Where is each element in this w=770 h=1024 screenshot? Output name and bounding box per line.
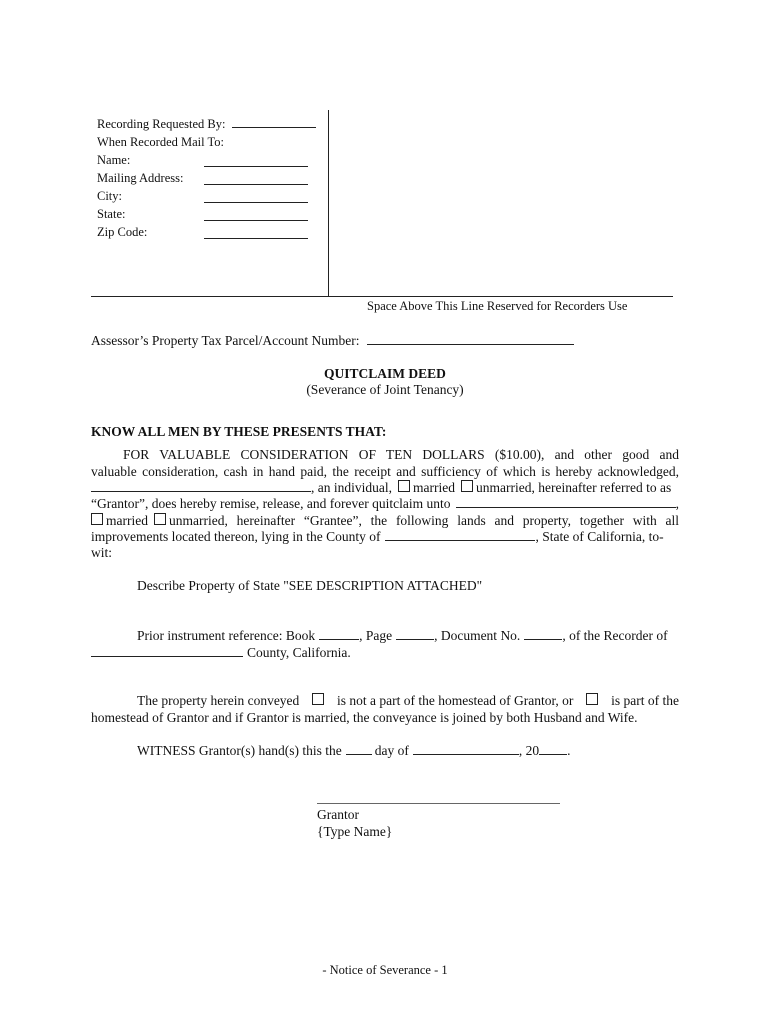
reserved-note: Space Above This Line Reserved for Recorders Use <box>367 299 628 313</box>
witness-month-blank[interactable] <box>413 742 519 755</box>
recorders-use-line <box>91 296 673 297</box>
period-text: . <box>567 743 571 758</box>
county-blank[interactable] <box>385 528 535 541</box>
witness-line <box>137 742 570 759</box>
not-homestead-checkbox[interactable] <box>312 693 324 705</box>
signature-line[interactable] <box>317 803 560 804</box>
prior-instrument-line1 <box>137 627 679 644</box>
document-no-blank[interactable] <box>524 627 562 640</box>
grantor-name-blank[interactable] <box>91 479 311 492</box>
field-name-blank[interactable] <box>204 154 308 167</box>
witness-text: WITNESS Grantor(s) hand(s) this the <box>137 743 342 758</box>
grantee-name-blank[interactable] <box>456 495 675 508</box>
prior-page-text: , Page <box>359 628 393 643</box>
when-recorded-mail-to-label: When Recorded Mail To: <box>97 135 224 149</box>
field-mailing-address-blank[interactable] <box>204 172 308 185</box>
parcel-number-row <box>91 332 574 349</box>
field-city-label: City: <box>97 189 123 203</box>
day-of-text: day of <box>374 743 409 758</box>
parcel-number-blank[interactable] <box>367 332 574 345</box>
para1-line6 <box>91 528 679 545</box>
quitclaim-unto-text: “Grantor”, does hereby remise, release, and forever quitclaim unto <box>91 496 451 511</box>
grantor-married-label: married <box>413 480 455 495</box>
witness-day-blank[interactable] <box>346 742 372 755</box>
page-footer: - Notice of Severance - 1 <box>322 963 448 977</box>
prior-document-text: , Document No. <box>434 628 521 643</box>
recording-requested-by-label: Recording Requested By: <box>97 117 226 131</box>
prior-book-text: Prior instrument reference: Book <box>137 628 316 643</box>
para1-line5 <box>91 512 679 529</box>
not-homestead-label: is not a part of the homestead of Grantor, or <box>337 693 574 708</box>
field-state-blank[interactable] <box>204 208 308 221</box>
page-blank[interactable] <box>396 627 434 640</box>
homestead-conveyed-text: The property herein conveyed <box>137 693 300 708</box>
county-text: improvements located thereon, lying in the County of <box>91 529 381 544</box>
grantor-married-checkbox[interactable] <box>398 480 410 492</box>
state-california-text: , State of California, to- <box>535 529 664 544</box>
para1-line1: FOR VALUABLE CONSIDERATION OF TEN DOLLARS ($10.00), and other good and <box>123 447 679 462</box>
property-description: Describe Property of State "SEE DESCRIPTION ATTACHED" <box>137 578 483 593</box>
para1-line3 <box>91 479 679 496</box>
book-blank[interactable] <box>319 627 359 640</box>
witness-year-blank[interactable] <box>539 742 567 755</box>
comma-text: , <box>675 496 679 511</box>
grantor-signature-label: Grantor <box>317 807 359 822</box>
field-name-label: Name: <box>97 153 131 167</box>
recording-requested-by-blank[interactable] <box>232 115 316 128</box>
para1-line7: wit: <box>91 545 113 560</box>
para1-line2: valuable consideration, cash in hand paid, the receipt and sufficiency of which is hereby acknowledged, <box>91 464 679 479</box>
homestead-line1 <box>137 692 679 709</box>
header-vertical-divider <box>328 110 329 297</box>
homestead-line2: homestead of Grantor and if Grantor is married, the conveyance is joined by both Husband and Wife. <box>91 710 638 725</box>
grantee-married-checkbox[interactable] <box>91 513 103 525</box>
document-title: QUITCLAIM DEED <box>324 366 446 381</box>
recording-requested-by <box>97 115 316 132</box>
field-mailing-address-label: Mailing Address: <box>97 171 184 185</box>
prior-recorder-text: , of the Recorder of <box>562 628 668 643</box>
intro-heading: KNOW ALL MEN BY THESE PRESENTS THAT: <box>91 424 387 439</box>
field-city-blank[interactable] <box>204 190 308 203</box>
grantee-unmarried-checkbox[interactable] <box>154 513 166 525</box>
parcel-number-label: Assessor’s Property Tax Parcel/Account Number: <box>91 333 360 348</box>
grantor-unmarried-checkbox[interactable] <box>461 480 473 492</box>
recorder-county-blank[interactable] <box>91 644 243 657</box>
prior-instrument-line2 <box>91 644 351 661</box>
is-homestead-label: is part of the <box>611 693 679 708</box>
county-california-text: County, California. <box>247 645 351 660</box>
field-zip-code-blank[interactable] <box>204 226 308 239</box>
field-state-label: State: <box>97 207 126 221</box>
document-subtitle: (Severance of Joint Tenancy) <box>306 382 464 397</box>
grantee-married-label: married <box>106 513 148 528</box>
individual-text: , an individual, <box>311 480 392 495</box>
field-zip-code-label: Zip Code: <box>97 225 148 239</box>
grantee-unmarried-label: unmarried, hereinafter “Grantee”, the following lands and property, together with all <box>168 513 679 528</box>
grantor-unmarried-label: unmarried, hereinafter referred to as <box>475 480 672 495</box>
para1-line4 <box>91 495 679 512</box>
type-name-label: {Type Name} <box>317 824 393 839</box>
is-homestead-checkbox[interactable] <box>586 693 598 705</box>
year-prefix-text: , 20 <box>518 743 540 758</box>
